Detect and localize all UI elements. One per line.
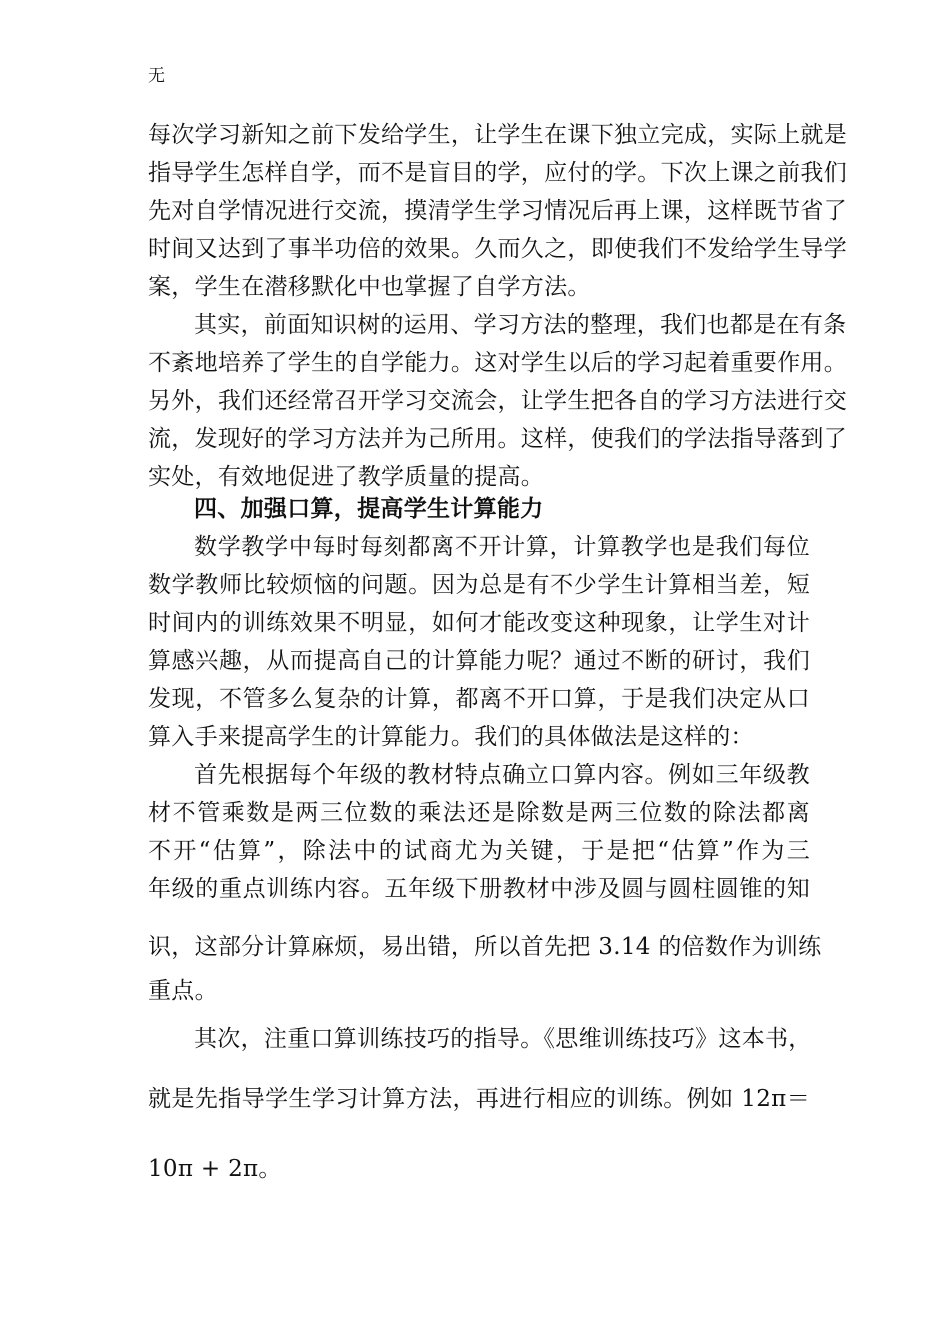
text-line: 重点。 (148, 978, 218, 1004)
text-line: 发现，不管多么复杂的计算，都离不开口算，于是我们决定从口 (148, 686, 810, 712)
text-line: 时间又达到了事半功倍的效果。久而久之，即使我们不发给学生导学 (148, 236, 847, 262)
text-line: 时间内的训练效果不明显，如何才能改变这种现象，让学生对计 (148, 610, 810, 636)
text-line: 其次，注重口算训练技巧的指导。《思维训练技巧》这本书， (194, 1026, 812, 1052)
text-line: 算入手来提高学生的计算能力。我们的具体做法是这样的： (148, 724, 754, 750)
text-line: 先对自学情况进行交流，摸清学生学习情况后再上课，这样既节省了 (148, 198, 847, 224)
text-line: 数学教师比较烦恼的问题。因为总是有不少学生计算相当差，短 (148, 572, 810, 598)
text-line: 数学教学中每时每刻都离不开计算，计算教学也是我们每位 (194, 534, 810, 560)
text-line: 不紊地培养了学生的自学能力。这对学生以后的学习起着重要作用。 (148, 350, 847, 376)
text-line: 不开“估算”，除法中的试商尤为关键，于是把“估算”作为三 (148, 838, 810, 864)
text-line: 流，发现好的学习方法并为己所用。这样，使我们的学法指导落到了 (148, 426, 847, 452)
text-line: 指导学生怎样自学，而不是盲目的学，应付的学。下次上课之前我们 (148, 160, 847, 186)
text-line: 10π + 2π。 (148, 1156, 282, 1182)
text-line: 实处，有效地促进了教学质量的提高。 (148, 464, 545, 490)
text-line: 年级的重点训练内容。五年级下册教材中涉及圆与圆柱圆锥的知 (148, 876, 810, 902)
text-line: 首先根据每个年级的教材特点确立口算内容。例如三年级教 (194, 762, 810, 788)
text-line: 案，学生在潜移默化中也掌握了自学方法。 (148, 274, 591, 300)
text-line: 另外，我们还经常召开学习交流会，让学生把各自的学习方法进行交 (148, 388, 847, 414)
section-heading: 四、加强口算，提高学生计算能力 (194, 495, 544, 522)
text-line: 每次学习新知之前下发给学生，让学生在课下独立完成，实际上就是 (148, 122, 847, 148)
text-line: 其实，前面知识树的运用、学习方法的整理，我们也都是在有条 (194, 312, 847, 338)
text-line: 算感兴趣，从而提高自己的计算能力呢？通过不断的研讨，我们 (148, 648, 810, 674)
text-line: 就是先指导学生学习计算方法，再进行相应的训练。例如 12π＝ (148, 1086, 810, 1112)
text-line: 识，这部分计算麻烦，易出错，所以首先把 3.14 的倍数作为训练 (148, 934, 822, 960)
page-header: 无 (148, 66, 165, 86)
text-line: 材不管乘数是两三位数的乘法还是除数是两三位数的除法都离 (148, 800, 810, 826)
